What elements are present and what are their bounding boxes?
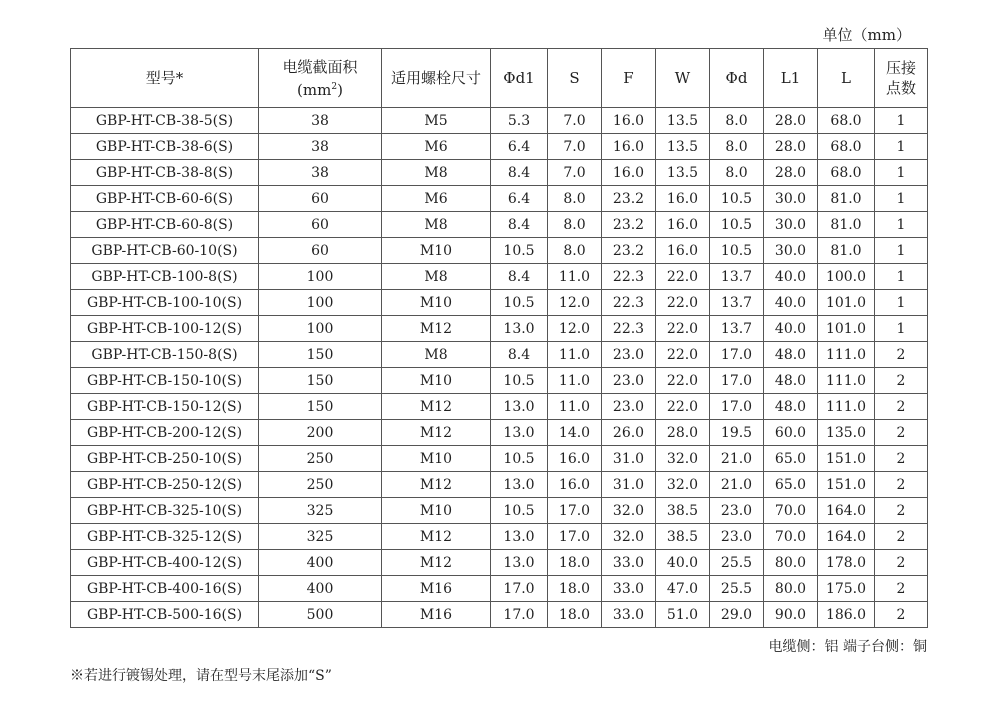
cell-s: 11.0 [548,394,602,420]
cell-phi-d1: 8.4 [491,160,548,186]
table-row [71,160,928,186]
table-row [71,134,928,160]
cell-w: 22.0 [656,368,710,394]
cell-w: 38.5 [656,498,710,524]
cell-f: 32.0 [602,498,656,524]
cell-bolt-size: M16 [382,576,491,602]
cell-l1: 70.0 [764,498,818,524]
cell-f: 16.0 [602,160,656,186]
header-crimp-line1: 压接 [885,59,916,77]
cell-w: 51.0 [656,602,710,628]
cell-l: 178.0 [818,550,875,576]
cell-w: 13.5 [656,160,710,186]
cell-l: 135.0 [818,420,875,446]
cell-f: 31.0 [602,472,656,498]
cell-f: 22.3 [602,290,656,316]
header-cable-area-unit-sup: 2 [331,81,338,92]
cell-w: 16.0 [656,212,710,238]
cell-phi-d: 8.0 [710,160,764,186]
cell-phi-d1: 13.0 [491,550,548,576]
table-row [71,316,928,342]
cell-phi-d: 13.7 [710,290,764,316]
cell-crimp-points: 1 [875,108,928,134]
material-note: 电缆侧：铝 端子台侧：铜 [768,639,927,655]
cell-f: 33.0 [602,602,656,628]
cell-f: 23.2 [602,186,656,212]
cell-model: GBP-HT-CB-100-12(S) [71,316,259,342]
header-phi-d: Φd [710,49,764,108]
cell-phi-d1: 10.5 [491,498,548,524]
table-row [71,446,928,472]
cell-cable-area: 60 [259,186,382,212]
cell-l1: 60.0 [764,420,818,446]
cell-w: 22.0 [656,290,710,316]
table-row [71,108,928,134]
cell-bolt-size: M12 [382,394,491,420]
cell-bolt-size: M16 [382,602,491,628]
cell-bolt-size: M8 [382,212,491,238]
cell-cable-area: 400 [259,550,382,576]
header-l: L [818,49,875,108]
header-s: S [548,49,602,108]
cell-l: 81.0 [818,238,875,264]
cell-l: 175.0 [818,576,875,602]
cell-model: GBP-HT-CB-500-16(S) [71,602,259,628]
cell-l1: 48.0 [764,342,818,368]
cell-model: GBP-HT-CB-38-6(S) [71,134,259,160]
cell-bolt-size: M10 [382,290,491,316]
cell-crimp-points: 2 [875,576,928,602]
cell-phi-d: 17.0 [710,394,764,420]
header-cable-area-unit-pre: (mm [297,80,332,99]
cell-w: 22.0 [656,394,710,420]
cell-w: 22.0 [656,342,710,368]
header-cable-area-line1: 电缆截面积 [282,57,358,76]
cell-bolt-size: M10 [382,446,491,472]
cell-w: 16.0 [656,238,710,264]
cell-bolt-size: M5 [382,108,491,134]
cell-s: 8.0 [548,212,602,238]
cell-phi-d1: 17.0 [491,576,548,602]
cell-phi-d: 10.5 [710,186,764,212]
table-row [71,524,928,550]
cell-s: 12.0 [548,316,602,342]
cell-bolt-size: M8 [382,160,491,186]
cell-phi-d1: 6.4 [491,186,548,212]
cell-crimp-points: 2 [875,446,928,472]
cell-l: 151.0 [818,446,875,472]
cell-cable-area: 200 [259,420,382,446]
cell-f: 33.0 [602,550,656,576]
header-model: 型号* [71,49,259,108]
cell-model: GBP-HT-CB-325-10(S) [71,498,259,524]
cell-crimp-points: 2 [875,498,928,524]
cell-bolt-size: M8 [382,342,491,368]
cell-s: 18.0 [548,576,602,602]
cell-s: 18.0 [548,550,602,576]
cell-l: 186.0 [818,602,875,628]
cell-s: 16.0 [548,446,602,472]
cell-f: 33.0 [602,576,656,602]
cell-phi-d: 10.5 [710,212,764,238]
cell-w: 22.0 [656,316,710,342]
cell-s: 8.0 [548,238,602,264]
cell-crimp-points: 1 [875,212,928,238]
cell-l1: 30.0 [764,238,818,264]
cell-f: 22.3 [602,264,656,290]
cell-cable-area: 38 [259,160,382,186]
cell-bolt-size: M10 [382,238,491,264]
cell-model: GBP-HT-CB-150-12(S) [71,394,259,420]
cell-model: GBP-HT-CB-60-8(S) [71,212,259,238]
cell-cable-area: 325 [259,524,382,550]
cell-phi-d: 17.0 [710,342,764,368]
cell-w: 47.0 [656,576,710,602]
table-row [71,550,928,576]
table-row [71,394,928,420]
cell-l: 164.0 [818,498,875,524]
cell-phi-d: 29.0 [710,602,764,628]
cell-crimp-points: 2 [875,550,928,576]
table-body [71,108,928,628]
cell-crimp-points: 1 [875,316,928,342]
cell-cable-area: 250 [259,446,382,472]
header-w: W [656,49,710,108]
cell-l: 81.0 [818,212,875,238]
cell-l1: 40.0 [764,264,818,290]
cell-cable-area: 325 [259,498,382,524]
cell-cable-area: 100 [259,290,382,316]
cell-phi-d: 10.5 [710,238,764,264]
cell-phi-d: 25.5 [710,550,764,576]
cell-cable-area: 150 [259,342,382,368]
header-cable-area [259,49,382,108]
header-row [71,49,928,108]
spec-table [70,48,928,628]
cell-f: 32.0 [602,524,656,550]
cell-s: 7.0 [548,108,602,134]
cell-s: 17.0 [548,498,602,524]
cell-cable-area: 400 [259,576,382,602]
table-row [71,264,928,290]
cell-model: GBP-HT-CB-150-10(S) [71,368,259,394]
cell-model: GBP-HT-CB-200-12(S) [71,420,259,446]
cell-bolt-size: M12 [382,550,491,576]
cell-l1: 70.0 [764,524,818,550]
cell-w: 32.0 [656,472,710,498]
cell-model: GBP-HT-CB-400-12(S) [71,550,259,576]
cell-s: 7.0 [548,134,602,160]
cell-crimp-points: 2 [875,368,928,394]
table-row [71,342,928,368]
cell-phi-d: 17.0 [710,368,764,394]
unit-label: 单位（mm） [822,26,911,44]
cell-s: 7.0 [548,160,602,186]
cell-phi-d: 19.5 [710,420,764,446]
cell-phi-d1: 13.0 [491,524,548,550]
cell-w: 40.0 [656,550,710,576]
cell-cable-area: 38 [259,108,382,134]
table-row [71,212,928,238]
cell-phi-d1: 8.4 [491,342,548,368]
header-f: F [602,49,656,108]
cell-phi-d1: 13.0 [491,394,548,420]
cell-w: 28.0 [656,420,710,446]
cell-crimp-points: 2 [875,342,928,368]
cell-phi-d1: 13.0 [491,420,548,446]
table-row [71,368,928,394]
cell-l1: 65.0 [764,446,818,472]
cell-phi-d: 21.0 [710,446,764,472]
cell-model: GBP-HT-CB-150-8(S) [71,342,259,368]
cell-l1: 80.0 [764,550,818,576]
cell-bolt-size: M12 [382,420,491,446]
cell-f: 23.2 [602,212,656,238]
cell-crimp-points: 2 [875,524,928,550]
cell-s: 11.0 [548,368,602,394]
cell-l1: 48.0 [764,394,818,420]
cell-f: 16.0 [602,134,656,160]
cell-crimp-points: 1 [875,160,928,186]
header-phi-d1: Φd1 [491,49,548,108]
cell-bolt-size: M12 [382,472,491,498]
cell-phi-d: 8.0 [710,134,764,160]
cell-f: 31.0 [602,446,656,472]
header-crimp-points [875,49,928,108]
cell-phi-d1: 5.3 [491,108,548,134]
table-row [71,290,928,316]
cell-crimp-points: 1 [875,238,928,264]
cell-l1: 30.0 [764,212,818,238]
cell-model: GBP-HT-CB-250-10(S) [71,446,259,472]
cell-s: 8.0 [548,186,602,212]
cell-model: GBP-HT-CB-100-10(S) [71,290,259,316]
cell-cable-area: 60 [259,212,382,238]
cell-f: 22.3 [602,316,656,342]
cell-s: 11.0 [548,342,602,368]
cell-phi-d1: 13.0 [491,472,548,498]
cell-l1: 40.0 [764,290,818,316]
cell-phi-d1: 10.5 [491,446,548,472]
cell-crimp-points: 2 [875,420,928,446]
cell-s: 16.0 [548,472,602,498]
cell-phi-d: 13.7 [710,264,764,290]
cell-w: 32.0 [656,446,710,472]
cell-l1: 90.0 [764,602,818,628]
cell-phi-d1: 10.5 [491,368,548,394]
tin-plating-footnote: ※若进行镀锡处理，请在型号末尾添加“S” [70,668,332,684]
header-l1: L1 [764,49,818,108]
cell-l1: 30.0 [764,186,818,212]
cell-crimp-points: 2 [875,394,928,420]
header-crimp-line2: 点数 [885,79,916,97]
cell-l: 101.0 [818,290,875,316]
cell-f: 23.0 [602,368,656,394]
cell-phi-d1: 8.4 [491,212,548,238]
cell-f: 23.2 [602,238,656,264]
table-row [71,602,928,628]
cell-cable-area: 38 [259,134,382,160]
cell-crimp-points: 1 [875,264,928,290]
cell-cable-area: 150 [259,368,382,394]
cell-crimp-points: 2 [875,472,928,498]
cell-phi-d1: 13.0 [491,316,548,342]
cell-phi-d1: 10.5 [491,290,548,316]
cell-l: 111.0 [818,394,875,420]
cell-crimp-points: 1 [875,290,928,316]
table-row [71,498,928,524]
cell-l: 164.0 [818,524,875,550]
cell-bolt-size: M12 [382,316,491,342]
cell-s: 18.0 [548,602,602,628]
cell-l: 68.0 [818,134,875,160]
cell-f: 26.0 [602,420,656,446]
cell-f: 16.0 [602,108,656,134]
cell-bolt-size: M10 [382,498,491,524]
cell-s: 17.0 [548,524,602,550]
cell-l1: 40.0 [764,316,818,342]
cell-l1: 65.0 [764,472,818,498]
cell-w: 13.5 [656,134,710,160]
table-row [71,186,928,212]
cell-s: 14.0 [548,420,602,446]
table-row [71,576,928,602]
cell-phi-d1: 10.5 [491,238,548,264]
cell-model: GBP-HT-CB-60-6(S) [71,186,259,212]
cell-l: 81.0 [818,186,875,212]
cell-model: GBP-HT-CB-400-16(S) [71,576,259,602]
table-row [71,238,928,264]
cell-model: GBP-HT-CB-325-12(S) [71,524,259,550]
cell-crimp-points: 1 [875,134,928,160]
cell-l1: 48.0 [764,368,818,394]
cell-w: 13.5 [656,108,710,134]
cell-phi-d: 21.0 [710,472,764,498]
cell-l: 101.0 [818,316,875,342]
cell-phi-d: 23.0 [710,524,764,550]
cell-w: 16.0 [656,186,710,212]
cell-model: GBP-HT-CB-250-12(S) [71,472,259,498]
cell-cable-area: 100 [259,264,382,290]
cell-bolt-size: M6 [382,134,491,160]
cell-cable-area: 500 [259,602,382,628]
cell-model: GBP-HT-CB-38-5(S) [71,108,259,134]
cell-s: 12.0 [548,290,602,316]
cell-l: 111.0 [818,368,875,394]
cell-l1: 28.0 [764,160,818,186]
cell-phi-d1: 8.4 [491,264,548,290]
cell-s: 11.0 [548,264,602,290]
cell-crimp-points: 2 [875,602,928,628]
header-cable-area-unit-post: ) [337,80,343,99]
cell-f: 23.0 [602,342,656,368]
cell-w: 38.5 [656,524,710,550]
cell-model: GBP-HT-CB-100-8(S) [71,264,259,290]
header-bolt-size: 适用螺栓尺寸 [382,49,491,108]
cell-phi-d: 13.7 [710,316,764,342]
cell-phi-d: 25.5 [710,576,764,602]
cell-model: GBP-HT-CB-38-8(S) [71,160,259,186]
cell-l: 68.0 [818,108,875,134]
cell-phi-d1: 17.0 [491,602,548,628]
table-row [71,472,928,498]
cell-l1: 28.0 [764,108,818,134]
cell-crimp-points: 1 [875,186,928,212]
cell-bolt-size: M10 [382,368,491,394]
cell-model: GBP-HT-CB-60-10(S) [71,238,259,264]
cell-w: 22.0 [656,264,710,290]
cell-f: 23.0 [602,394,656,420]
cell-bolt-size: M8 [382,264,491,290]
cell-cable-area: 100 [259,316,382,342]
cell-l1: 80.0 [764,576,818,602]
cell-l1: 28.0 [764,134,818,160]
cell-phi-d: 23.0 [710,498,764,524]
cell-phi-d: 8.0 [710,108,764,134]
cell-l: 151.0 [818,472,875,498]
table-row [71,420,928,446]
cell-l: 111.0 [818,342,875,368]
cell-cable-area: 250 [259,472,382,498]
cell-bolt-size: M6 [382,186,491,212]
cell-phi-d1: 6.4 [491,134,548,160]
cell-cable-area: 150 [259,394,382,420]
cell-l: 68.0 [818,160,875,186]
cell-bolt-size: M12 [382,524,491,550]
cell-l: 100.0 [818,264,875,290]
cell-cable-area: 60 [259,238,382,264]
